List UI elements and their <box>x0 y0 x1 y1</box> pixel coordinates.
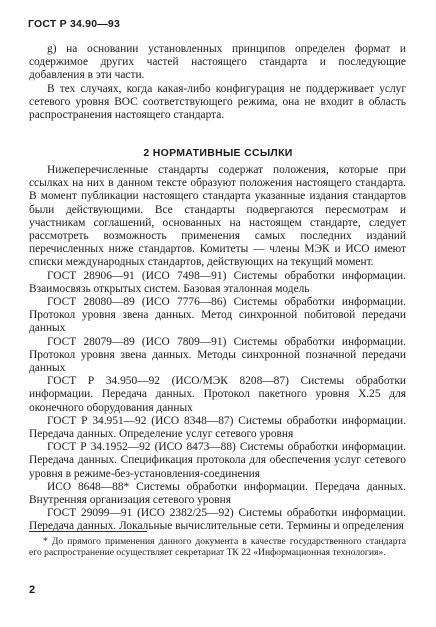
reference-item: ГОСТ Р 34.951—92 (ИСО 8348—87) Системы обработки информации. Передача данных. Определение услуг сетевого уровня <box>29 414 406 441</box>
footnote-divider <box>29 531 147 532</box>
section-title: 2 НОРМАТИВНЫЕ ССЫЛКИ <box>143 147 293 159</box>
reference-item: ИСО 8648—88* Системы обработки информации. Передача данных. Внутренняя организация сетевого уровня <box>29 480 406 507</box>
page-header-standard-code: ГОСТ Р 34.90—93 <box>28 18 121 30</box>
page-number: 2 <box>29 584 36 596</box>
reference-item: ГОСТ Р 34.1952—92 (ИСО 8473—88) Системы обработки информации. Передача данных. Спецификация протокола для обеспечения услуг сетевого уровня в режиме-без-установления-соединения <box>29 441 406 480</box>
section-intro: Нижеперечисленные стандарты содержат положения, которые при ссылках на них в данном тексте образуют положения настоящего стандарта. В момент публикации настоящего стандарта указанные издания стандартов были действующими. Все стандарты подвергаются пересмотрам и участникам соглашений, основанных на настоящем стандарте, следует рассмотреть возможность применения самых последних изданий перечисленных ниже стандартов. Комитеты — члены МЭК и ИСО имеют списки международных стандартов, действующих на текущий момент. <box>29 164 406 269</box>
section-body <box>29 164 406 534</box>
reference-item: ГОСТ 28080—89 (ИСО 7776—86) Системы обработки информации. Протокол уровня звена данных. Метод синхронной побитовой передачи данных <box>29 296 406 335</box>
reference-item: ГОСТ 28079—89 (ИСО 7809—91) Системы обработки информации. Протокол уровня звена данных. Методы синхронной позначной передачи данных <box>29 335 406 375</box>
reference-item: ГОСТ 29099—91 (ИСО 2382/25—92) Системы обработки информации. Передача данных. Локальные вычислительные сети. Термины и определения <box>29 507 406 533</box>
reference-item: ГОСТ 28906—91 (ИСО 7498—91) Системы обработки информации. Взаимосвязь открытых систем. Базовая эталонная модель <box>29 269 406 295</box>
reference-item: ГОСТ Р 34.950—92 (ИСО/МЭК 8208—87) Системы обработки информации. Передача данных. Протокол пакетного уровня X.25 для оконечного оборудования данных <box>29 375 406 414</box>
intro-block <box>29 43 406 122</box>
intro-note: В тех случаях, когда какая-либо конфигурация не поддерживает услуг сетевого уровня ВОС соответствующего режима, она не входит в область распространения настоящего стандарта. <box>29 82 406 122</box>
intro-item-g: g) на основании установленных принципов определен формат и содержимое других частей настоящего стандарта и последующие добавления в эти части. <box>29 43 406 82</box>
footnote: * До прямого применения данного документа в качестве государственного стандарта его распространение осуществляет секретариат ТК 22 «Информационная технология». <box>29 536 406 559</box>
